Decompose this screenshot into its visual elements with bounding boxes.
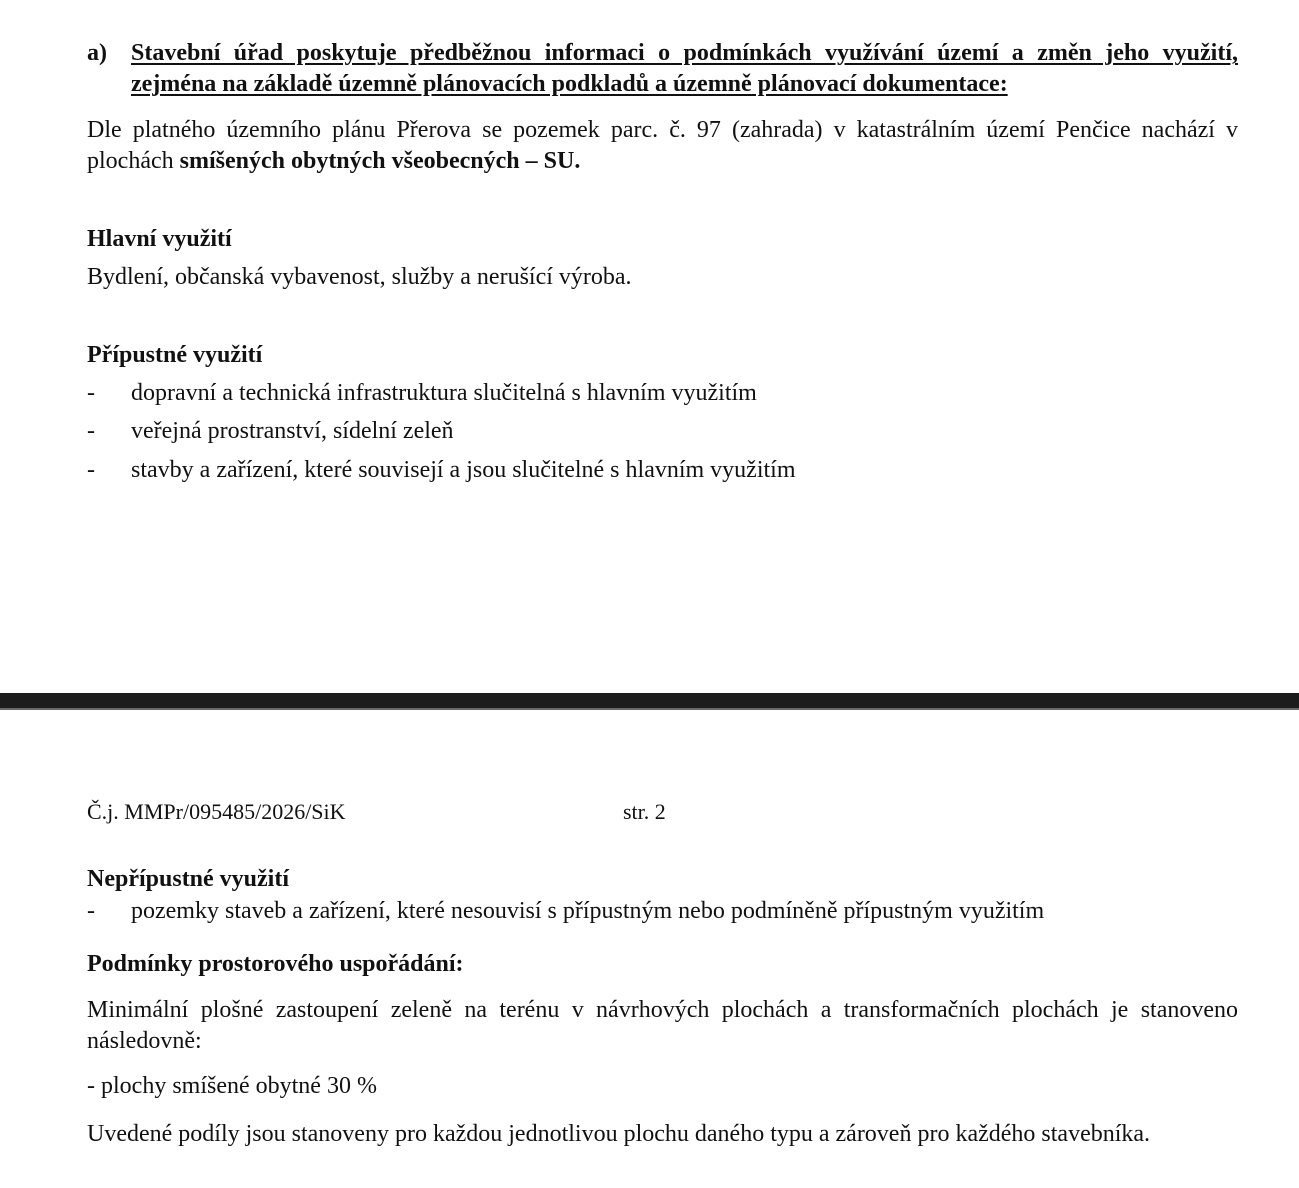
intro-bold-text: smíšených obytných všeobecných – SU. (179, 148, 581, 174)
intro-text: Dle platného územního plánu Přerova se pozemek parc. č. 97 (zahrada) v katastrálním území Penčice nachází v plochách (87, 117, 1238, 174)
section-a-heading (87, 38, 1238, 100)
list-item-text: pozemky staveb a zařízení, které nesouvisí s přípustným nebo podmíněně přípustným využitím (131, 898, 1045, 924)
closing-paragraph: Uvedené podíly jsou stanoveny pro každou jednotlivou plochu daného typu a zároveň pro každého stavebníka. (87, 1121, 1151, 1147)
main-use-heading: Hlavní využití (87, 226, 232, 252)
list-item-text: stavby a zařízení, které souvisejí a jsou slučitelné s hlavním využitím (131, 457, 796, 483)
permitted-use-heading: Přípustné využití (87, 342, 263, 368)
section-letter: a) (87, 40, 107, 66)
intro-paragraph (87, 115, 1238, 177)
page-number: str. 2 (623, 799, 666, 824)
spatial-conditions-heading: Podmínky prostorového uspořádání: (87, 951, 464, 977)
list-dash: - (87, 380, 95, 406)
section-title: Stavební úřad poskytuje předběžnou informaci o podmínkách využívání území a změn jeho využití, zejména na základě územně plánovacích podkladů a územně plánovací dokumentace: (131, 40, 1238, 97)
document-reference: Č.j. MMPr/095485/2026/SiK (87, 799, 346, 824)
list-dash: - (87, 898, 95, 924)
list-item-text: dopravní a technická infrastruktura slučitelná s hlavním využitím (131, 380, 757, 406)
main-use-text: Bydlení, občanská vybavenost, služby a nerušící výroba. (87, 264, 632, 290)
page-separator (0, 693, 1299, 710)
list-item-text: veřejná prostranství, sídelní zeleň (131, 418, 454, 444)
prohibited-use-heading: Nepřípustné využití (87, 866, 290, 892)
list-dash: - (87, 418, 95, 444)
list-dash: - (87, 457, 95, 483)
spatial-item: - plochy smíšené obytné 30 % (87, 1073, 377, 1099)
spatial-conditions-text: Minimální plošné zastoupení zeleně na terénu v návrhových plochách a transformačních plochách je stanoveno následovně: (87, 997, 1238, 1054)
